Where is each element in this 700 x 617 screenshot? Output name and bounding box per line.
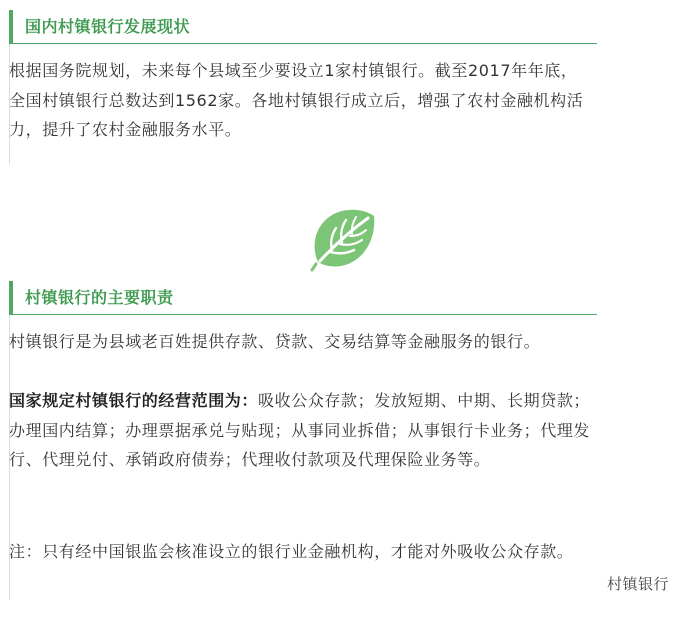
section-header-development-status: [9, 10, 597, 44]
business-scope-paragraph: [9, 386, 591, 475]
note-paragraph: 注：只有经中国银监会核准设立的银行业金融机构，才能对外吸收公众存款。: [9, 542, 574, 561]
development-status-paragraph: 根据国务院规划，未来每个县域至少要设立1家村镇银行。截至2017年年底，全国村镇银行总数达到1562家。各地村镇银行成立后，增强了农村金融机构活力，提升了农村金融服务水平。: [9, 61, 584, 139]
duties-intro-paragraph: 村镇银行是为县域老百姓提供存款、贷款、交易结算等金融服务的银行。: [9, 332, 541, 351]
source-watermark: 村镇银行: [607, 575, 670, 593]
section-title: 国内村镇银行发展现状: [25, 17, 191, 36]
business-scope-text: 吸收公众存款；发放短期、中期、长期贷款；办理国内结算；办理票据承兑与贴现；从事同业拆借；从事银行卡业务；代理发行、代理兑付、承销政府债券；代理收付款项及代理保险业务等。: [9, 391, 591, 469]
section-header-main-duties: [9, 281, 597, 315]
business-scope-lead: 国家规定村镇银行的经营范围为：: [9, 391, 259, 410]
leaf-icon: [306, 204, 378, 274]
section-title: 村镇银行的主要职责: [25, 288, 174, 307]
